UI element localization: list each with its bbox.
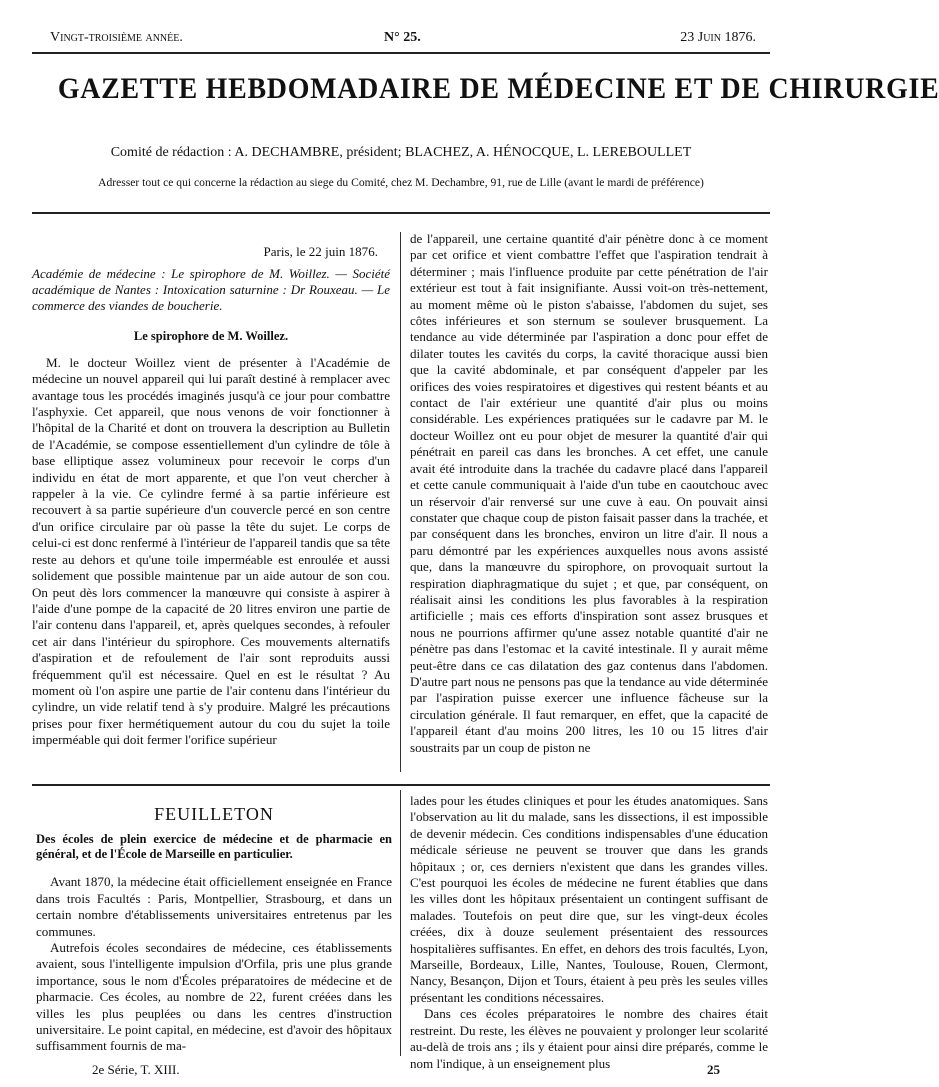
article-left-column <box>32 244 390 772</box>
feuilleton-rule <box>32 784 770 786</box>
article-heading: Le spirophore de M. Woillez. <box>133 329 289 344</box>
article-right-column <box>410 231 768 772</box>
issue-number: N° 25. <box>384 30 421 45</box>
header-rule-bottom <box>32 212 770 214</box>
page-number: 25 <box>707 1062 720 1077</box>
header-rule-top <box>32 52 770 54</box>
article-right-paragraph: de l'appareil, une certaine quantité d'air pénètre donc à ce moment par cet orifice et vient combattre l'effet que l'aspiration tendrait à déterminer ; mais l'influence produite par cette pénétration de l'air extérieur est tout à fait insignifiante. Aussi voit-on très-nettement, au moment même où le piston s'abaisse, l'abdomen du sujet, ses côtes inférieures et son sternum se soulever brusquement. La tendance au vide déterminée par l'aspiration a donc pour effet de dilater toutes les cavités du corps, la cavité thoracique aussi bien que la cavité abdominale, et par conséquent d'appeler par les orifices des voies respiratoires et digestives qui restent béants et au contact de l'air extérieur une quantité d'air plus ou moins considérable. Les expériences pratiquées sur le cadavre par M. le docteur Woillez ont eu pour objet de mesurer la quantité d'air qui pénétrait en pareil cas dans les bronches. A cet effet, une canule avait été introduite dans la trachée du cadavre placé dans l'appareil et cette canule communiquait à l'aide d'un tube en caoutchouc avec un réservoir d'air renversé sur une cuve à eau. On pouvait ainsi constater que chaque coup de piston faisait passer dans la trachée, et par conséquent dans les bronches, environ un litre d'air. Il nous a paru démontré par les expériences auxquelles nous avons assisté que, dans la manœuvre du spirophore, on provoquait surtout la respiration diaphragmatique du sujet ; et que, par conséquent, on réalisait ainsi les conditions les plus favorables à la respiration artificielle ; mais ces efforts d'inspiration sont assez brusques et nous ne pourrions affirmer qu'une assez notable quantité d'air ne pénètre pas dans l'estomac et la cavité intestinale. Il y aurait même peut-être dans ce cas dilatation des gaz contenus dans l'abdomen. D'autre part nous ne pensons pas que la tendance au vide déterminée par l'aspiration puisse exercer une influence fâcheuse sur la circulation générale. Il faut remarquer, en effet, que la capacité de l'appareil étant d'au moins 200 litres, les 10 ou 15 litres d'air soustraits par un coup de piston ne <box>410 231 768 755</box>
feuilleton-subtitle: Des écoles de plein exercice de médecine et de pharmacie en général, et de l'École de Marseille en particulier. <box>36 832 392 862</box>
article-summary: Académie de médecine : Le spirophore de M. Woillez. — Société académique de Nantes : Intoxication saturnine : Dr Rouxeau. — Le commerce des viandes de boucherie. <box>32 266 390 314</box>
article-dateline: Paris, le 22 juin 1876. <box>263 244 378 259</box>
article-left-paragraph: M. le docteur Woillez vient de présenter à l'Académie de médecine un nouvel appareil qui lui paraît destiné à remplacer avec avantage tous les procédés imaginés jusqu'à ce jour pour combattre l'asphyxie. Cet appareil, que nous venons de voir fonctionner à l'hôpital de la Charité et dont on trouvera la description au Bulletin de l'Académie, se compose essentiellement d'un cylindre de tôle à base elliptique assez volumineux pour recevoir le corps d'un individu en état de mort apparente, et que l'on veut chercher à rappeler à la vie. Ce cylindre fermé à sa partie inférieure est recouvert à sa partie supérieure d'un couvercle percé en son centre d'un orifice circulaire par où passe la tête du sujet. Le corps de celui-ci est donc renfermé à l'intérieur de l'appareil tandis que sa tête reste au dehors et qu'une toile imperméable est enroulée et aussi solidement que possible maintenue par un aide autour de son cou. On peut dès lors commencer la manœuvre qui consiste à aspirer à l'aide d'une pompe de la capacité de 20 litres environ une partie de l'air contenu dans l'appareil, et, après quelques secondes, à refouler cet air dans l'intérieur du spirophore. Ces mouvements alternatifs d'aspiration et de refoulement de l'air sont reproduits aussi fréquemment qu'il est nécessaire. Quel en est le résultat ? Au moment où l'on aspire une partie de l'air contenu dans l'intérieur du cylindre, un vide relatif tend à s'y produire. Malgré les précautions prises pour fixer hermétiquement autour du cou du sujet la toile imperméable qui doit fermer l'orifice supérieur <box>32 354 390 748</box>
masthead-top-line <box>32 30 770 52</box>
feuilleton-right-paragraph-1: lades pour les études cliniques et pour les études anatomiques. Sans l'observation au lit du malade, sans les dissections, il est impossible de devenir médecin. Ces conditions indispensables d'une éducation médicale sérieuse ne peuvent se trouver que dans les grands hôpitaux ; or, ces derniers n'existent que dans les grandes villes. C'est pourquoi les écoles de médecine ne furent établies que dans les villes dont les hôpitaux présentaient un contingent suffisant de malades. Toutefois on peut dire que, sur les vingt-deux écoles créées, dix à douze seulement présentaient des ressources hospitalières suffisantes. En effet, en dehors des trois facultés, Lyon, Marseille, Bordeaux, Lille, Nantes, Toulouse, Rouen, Clermont, Nancy, Besançon, Dijon et Tours, étaient à peu près les seules villes présentant les conditions nécessaires. <box>410 793 768 1005</box>
column-divider-article <box>400 232 401 772</box>
feuilleton-left-paragraph-2: Autrefois écoles secondaires de médecine, ces établissements avaient, sous l'intelligente impulsion d'Orfila, pris une plus grande importance, sous le nom d'Écoles préparatoires de médecine et de pharmacie. Ces écoles, au nombre de 22, furent créées dans les villes les plus peuplées ou dans les centres d'instruction universitaire. Le point capital, en médecine, est d'avoir des hôpitaux suffisamment fournis de ma- <box>36 940 392 1054</box>
issue-date: 23 Juin 1876. <box>680 30 756 45</box>
column-divider-feuilleton <box>400 790 401 1056</box>
journal-title: GAZETTE HEBDOMADAIRE DE MÉDECINE ET DE CHIRURGIE <box>57 72 939 105</box>
editorial-address: Adresser tout ce qui concerne la rédaction au siege du Comité, chez M. Dechambre, 91, rue de Lille (avant le mardi de préférence) <box>98 176 704 189</box>
feuilleton-left-column <box>36 800 392 1056</box>
feuilleton-left-paragraph-1: Avant 1870, la médecine était officiellement enseignée en France dans trois Facultés : Paris, Montpellier, Strasbourg, et dans un certain nombre d'établissements universitaires entretenus par les communes. <box>36 874 392 939</box>
feuilleton-right-paragraph-2: Dans ces écoles préparatoires le nombre des chaires était restreint. Du reste, les élèves ne pouvaient y prolonger leur scolarité au-delà de trois ans ; ils y étaient pour ainsi dire préparés, comme le nom l'indique, à un enseignement plus <box>410 1006 768 1071</box>
year-label: Vingt-troisième année. <box>50 30 183 45</box>
feuilleton-title: FEUILLETON <box>154 804 274 824</box>
editorial-committee: Comité de rédaction : A. DECHAMBRE, président; BLACHEZ, A. HÉNOCQUE, L. LEREBOULLET <box>110 145 692 160</box>
series-label: 2e Série, T. XIII. <box>92 1062 180 1077</box>
